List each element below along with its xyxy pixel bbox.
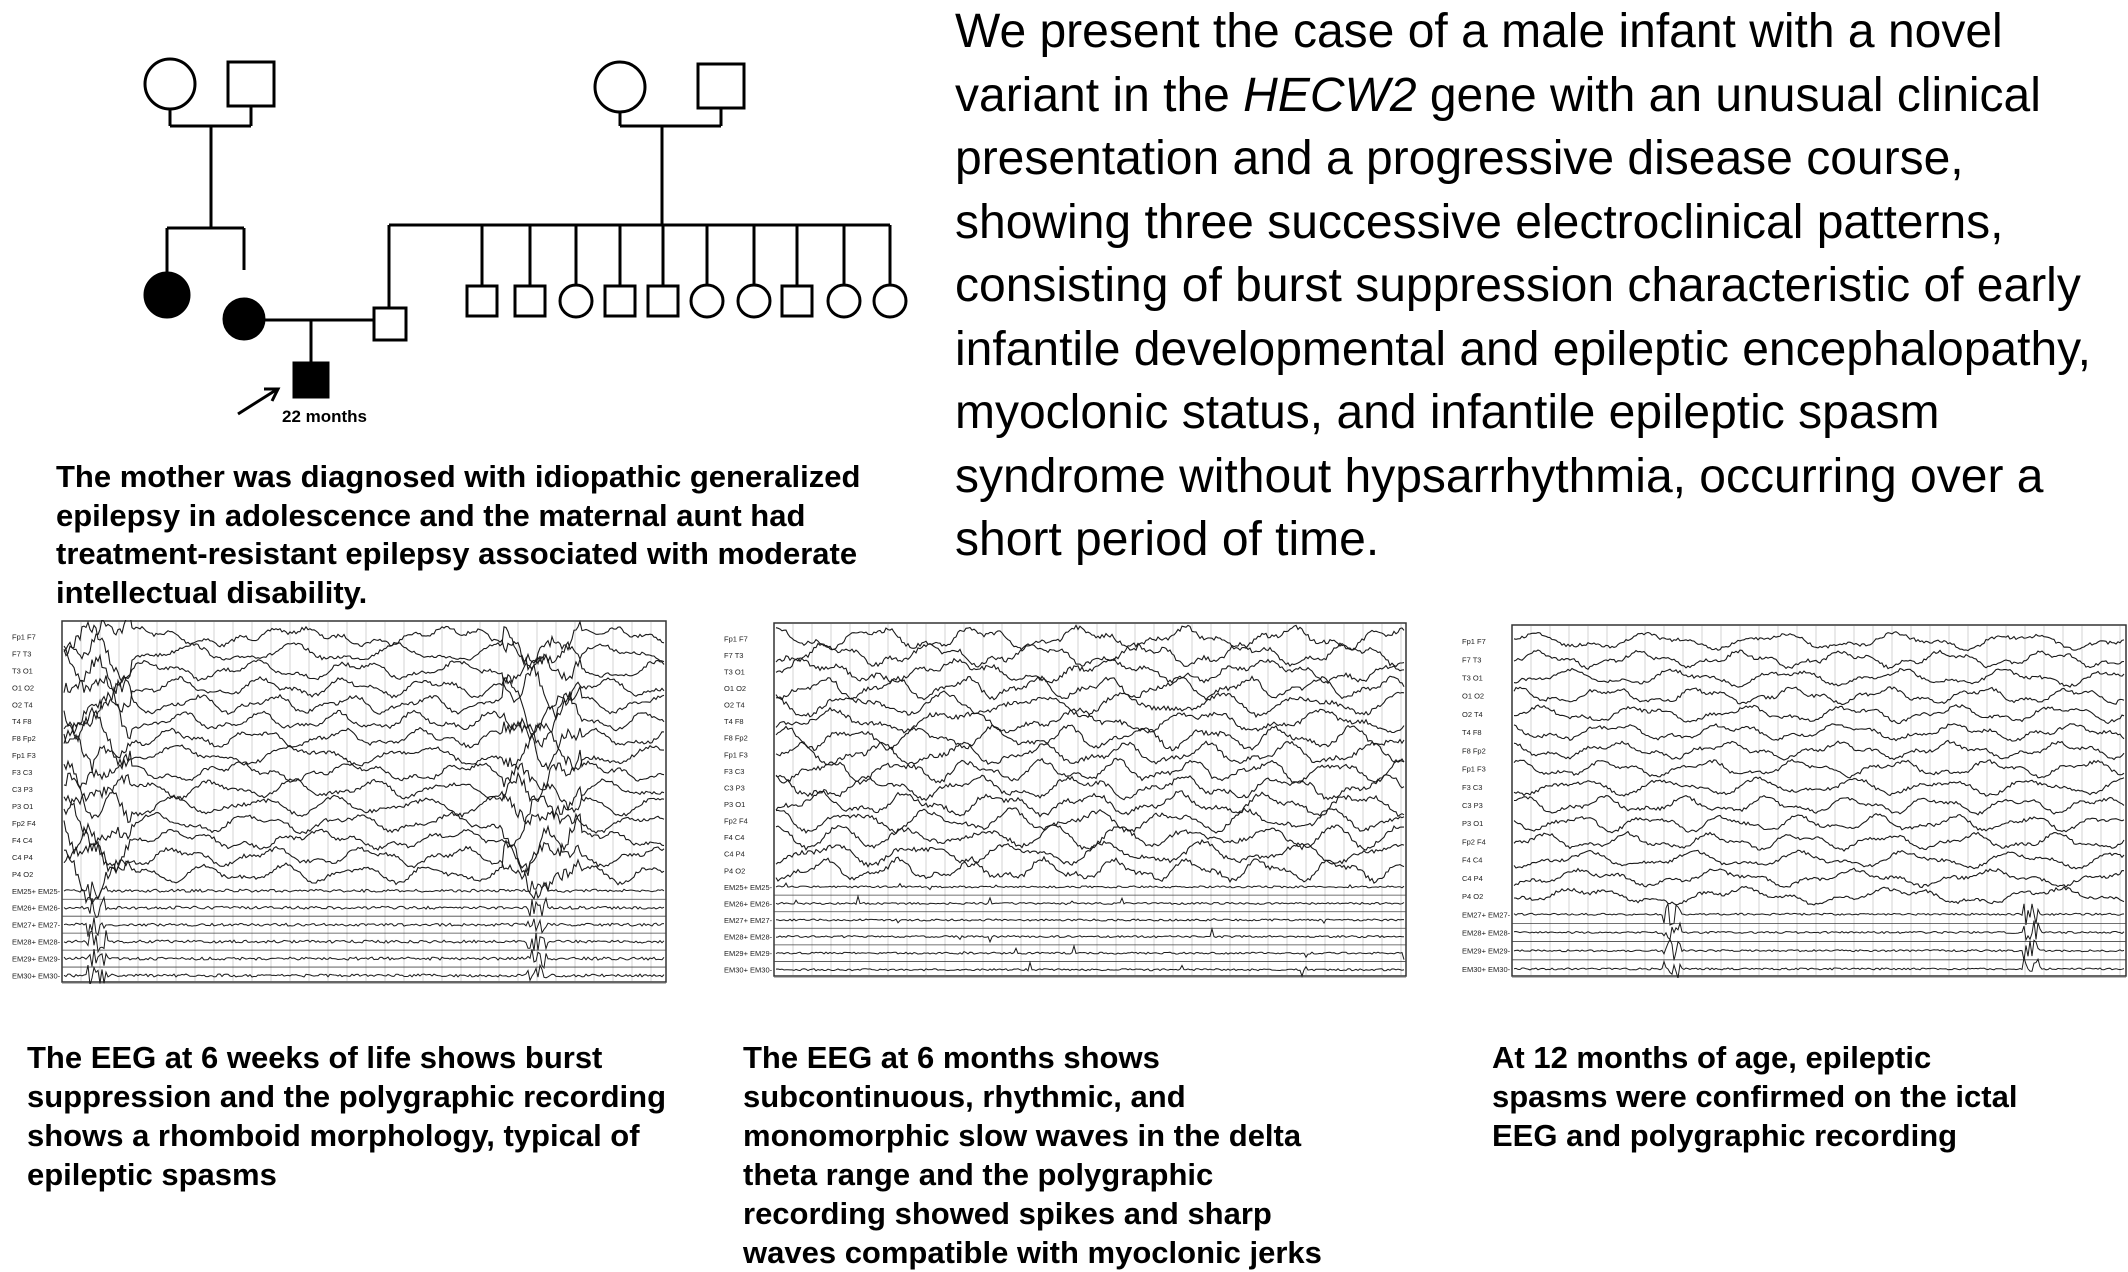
eeg-trace bbox=[1514, 832, 2124, 852]
pedigree-chart bbox=[130, 50, 930, 440]
eeg-trace bbox=[64, 965, 664, 984]
eeg-channel-label: Fp1 F7 bbox=[724, 634, 748, 644]
eeg-trace bbox=[1514, 958, 2124, 978]
eeg-trace bbox=[64, 796, 664, 847]
eeg-trace bbox=[776, 963, 1404, 977]
eeg-channel-label: C3 P3 bbox=[1462, 801, 1483, 810]
eeg-channel-label: EM28+ EM28- bbox=[1462, 928, 1511, 938]
eeg-trace bbox=[1514, 814, 2124, 833]
eeg-channel-label: O1 O2 bbox=[1462, 691, 1485, 701]
eeg-channel-label: F4 C4 bbox=[12, 835, 33, 845]
eeg-channel-label: F7 T3 bbox=[12, 649, 32, 659]
eeg-trace bbox=[1514, 850, 2124, 869]
eeg-channel-label: T4 F8 bbox=[12, 717, 32, 727]
eeg-channel-label: P4 O2 bbox=[1462, 892, 1484, 902]
eeg-channel-label: EM25+ EM25- bbox=[12, 886, 61, 896]
eeg-trace bbox=[64, 708, 664, 769]
eeg-channel-label: EM27+ EM27- bbox=[724, 916, 773, 925]
paternal-grandmother bbox=[595, 62, 645, 112]
eeg-channel-label: O2 T4 bbox=[724, 700, 745, 710]
eeg-channel-label: O1 O2 bbox=[12, 683, 35, 693]
eeg-trace bbox=[64, 917, 664, 936]
eeg-frame bbox=[62, 621, 666, 982]
eeg-channel-label: P4 O2 bbox=[724, 866, 746, 876]
eeg-channel-label: F3 C3 bbox=[1462, 782, 1483, 792]
paternal-aunt bbox=[874, 285, 906, 317]
eeg-trace bbox=[1514, 687, 2124, 705]
eeg-trace bbox=[776, 758, 1404, 784]
paternal-uncle bbox=[648, 286, 678, 316]
eeg-channel-label: C3 P3 bbox=[12, 785, 33, 795]
eeg-trace bbox=[1514, 705, 2124, 724]
paternal-aunt bbox=[828, 285, 860, 317]
gene-name: HECW2 bbox=[1243, 68, 1417, 122]
eeg-channel-label: F4 C4 bbox=[724, 833, 745, 843]
eeg-channel-label: EM27+ EM27- bbox=[12, 920, 61, 930]
maternal-grandmother bbox=[145, 59, 195, 109]
mother-affected bbox=[224, 299, 264, 339]
eeg-trace bbox=[776, 883, 1404, 890]
eeg-caption-6-months: The EEG at 6 months shows subcontinuous, rhythmic, and monomorphic slow waves in the delta theta range and the polygraphic recording showed spikes and sharp waves compatible with myoclonic jerks bbox=[743, 1040, 1322, 1270]
eeg-channel-label: EM29+ EM29- bbox=[1462, 946, 1511, 956]
summary-text-2: gene with an unusual clinical presentation and a progressive disease course, showing three successive electroclinical patterns, consisting of burst suppression characteristic of early infantile developmental and epileptic encephalopathy, myoclonic status, and infantile epileptic spasm syndrome without hypsarrhythmia, occurring over a short period of time. bbox=[955, 68, 2091, 566]
eeg-channel-label: EM25+ EM25- bbox=[724, 882, 773, 892]
paternal-uncle bbox=[782, 286, 812, 316]
eeg-channel-label: O1 O2 bbox=[724, 684, 747, 693]
father bbox=[374, 308, 406, 340]
eeg-channel-label: P3 O1 bbox=[1462, 819, 1484, 829]
eeg-trace bbox=[64, 949, 664, 968]
eeg-channel-label: O2 T4 bbox=[12, 700, 33, 710]
eeg-trace bbox=[1514, 796, 2124, 815]
eeg-trace bbox=[64, 692, 664, 747]
eeg-trace bbox=[64, 930, 664, 951]
eeg-trace bbox=[64, 620, 664, 670]
eeg-trace bbox=[1514, 939, 2124, 960]
eeg-trace bbox=[1514, 777, 2124, 796]
eeg-channel-label: EM29+ EM29- bbox=[12, 954, 61, 964]
eeg-trace bbox=[1514, 632, 2124, 651]
eeg-trace bbox=[776, 725, 1404, 751]
eeg-trace bbox=[64, 897, 664, 917]
eeg-trace bbox=[776, 896, 1404, 904]
eeg-trace bbox=[1514, 903, 2124, 925]
eeg-panel-12-months bbox=[1460, 624, 2128, 978]
eeg-trace bbox=[1514, 650, 2124, 669]
eeg-channel-label: F3 C3 bbox=[12, 768, 33, 778]
eeg-trace bbox=[776, 946, 1404, 960]
eeg-channel-label: C4 P4 bbox=[12, 852, 33, 862]
family-history-note: The mother was diagnosed with idiopathic generalized epilepsy in adolescence and the maternal aunt had treatment-resistant epilepsy associated with moderate intellectual disability. bbox=[56, 459, 861, 610]
eeg-channel-label: Fp1 F3 bbox=[724, 750, 748, 760]
eeg-trace bbox=[776, 708, 1404, 733]
eeg-channel-label: C4 P4 bbox=[724, 849, 745, 859]
eeg-trace bbox=[776, 919, 1404, 923]
eeg-caption-12-months: At 12 months of age, epileptic spasms were confirmed on the ictal EEG and polygraphic recording bbox=[1492, 1040, 2018, 1153]
eeg-channel-label: T3 O1 bbox=[724, 667, 745, 677]
eeg-trace bbox=[64, 642, 664, 702]
maternal-grandfather bbox=[228, 62, 274, 106]
eeg-channel-label: Fp1 F7 bbox=[12, 632, 36, 642]
eeg-trace bbox=[776, 825, 1404, 850]
eeg-panel-6-months bbox=[722, 622, 1408, 978]
eeg-trace bbox=[1514, 741, 2124, 761]
eeg-channel-label: EM30+ EM30- bbox=[1462, 964, 1511, 974]
eeg-channel-label: Fp1 F7 bbox=[1462, 637, 1486, 647]
eeg-trace bbox=[776, 840, 1404, 867]
eeg-channel-label: Fp1 F3 bbox=[1462, 764, 1486, 774]
paternal-aunt bbox=[691, 285, 723, 317]
eeg-channel-label: F7 T3 bbox=[1462, 655, 1482, 665]
eeg-trace bbox=[776, 625, 1404, 651]
eeg-trace bbox=[1514, 669, 2124, 688]
paternal-uncle bbox=[605, 286, 635, 316]
eeg-channel-label: Fp2 F4 bbox=[12, 818, 36, 828]
eeg-panel-6-weeks bbox=[10, 620, 668, 984]
eeg-trace bbox=[776, 741, 1404, 765]
eeg-channel-label: Fp2 F4 bbox=[724, 816, 748, 826]
proband-age-label: 22 months bbox=[282, 407, 368, 426]
eeg-channel-label: EM26+ EM26- bbox=[724, 899, 773, 909]
eeg-channel-label: EM29+ EM29- bbox=[724, 949, 773, 959]
eeg-channel-label: F4 C4 bbox=[1462, 855, 1483, 865]
eeg-trace bbox=[776, 658, 1404, 683]
eeg-channel-label: P3 O1 bbox=[724, 800, 746, 809]
eeg-trace bbox=[776, 857, 1404, 883]
eeg-trace bbox=[1514, 760, 2124, 778]
eeg-channel-label: F3 C3 bbox=[724, 766, 745, 776]
summary-text-1: We present the case of a male infant with a novel variant in the bbox=[955, 5, 2003, 122]
eeg-channel-label: EM26+ EM26- bbox=[12, 903, 61, 913]
eeg-channel-label: F8 Fp2 bbox=[724, 733, 748, 743]
eeg-channel-label: O2 T4 bbox=[1462, 709, 1483, 719]
paternal-uncle bbox=[515, 286, 545, 316]
eeg-channel-label: EM28+ EM28- bbox=[12, 937, 61, 947]
eeg-channel-label: P4 O2 bbox=[12, 869, 34, 879]
eeg-channel-label: T3 O1 bbox=[1462, 673, 1483, 683]
eeg-channel-label: EM27+ EM27- bbox=[1462, 910, 1511, 920]
eeg-channel-label: EM30+ EM30- bbox=[724, 965, 773, 975]
paternal-aunt bbox=[738, 285, 770, 317]
eeg-channel-label: C4 P4 bbox=[1462, 873, 1483, 883]
case-summary bbox=[955, 0, 2105, 572]
eeg-channel-label: EM30+ EM30- bbox=[12, 971, 61, 981]
eeg-channel-label: T3 O1 bbox=[12, 666, 33, 676]
eeg-channel-label: F8 Fp2 bbox=[1462, 746, 1486, 756]
eeg-channel-label: EM28+ EM28- bbox=[724, 932, 773, 942]
paternal-grandfather bbox=[698, 64, 744, 108]
eeg-channel-label: Fp1 F3 bbox=[12, 751, 36, 761]
eeg-channel-label: C3 P3 bbox=[724, 783, 745, 793]
eeg-trace bbox=[776, 929, 1404, 942]
eeg-channel-label: T4 F8 bbox=[724, 717, 744, 727]
eeg-caption-6-weeks: The EEG at 6 weeks of life shows burst suppression and the polygraphic recording shows a rhomboid morphology, typical of epileptic spasms bbox=[27, 1040, 667, 1192]
eeg-channel-label: T4 F8 bbox=[1462, 728, 1482, 738]
eeg-trace bbox=[1514, 724, 2124, 741]
eeg-channel-label: Fp2 F4 bbox=[1462, 837, 1486, 847]
eeg-trace bbox=[776, 676, 1404, 700]
paternal-uncle bbox=[467, 286, 497, 316]
paternal-aunt bbox=[560, 285, 592, 317]
eeg-trace bbox=[64, 787, 664, 825]
eeg-trace bbox=[64, 746, 664, 802]
eeg-channel-label: F7 T3 bbox=[724, 650, 744, 660]
eeg-channel-label: P3 O1 bbox=[12, 802, 34, 811]
eeg-trace bbox=[64, 881, 664, 899]
eeg-channel-label: F8 Fp2 bbox=[12, 734, 36, 744]
maternal-aunt-affected bbox=[145, 273, 189, 317]
proband-affected bbox=[294, 363, 328, 397]
eeg-trace bbox=[776, 791, 1404, 817]
eeg-trace bbox=[776, 643, 1404, 667]
eeg-trace bbox=[1514, 886, 2124, 905]
eeg-trace bbox=[1514, 868, 2124, 887]
